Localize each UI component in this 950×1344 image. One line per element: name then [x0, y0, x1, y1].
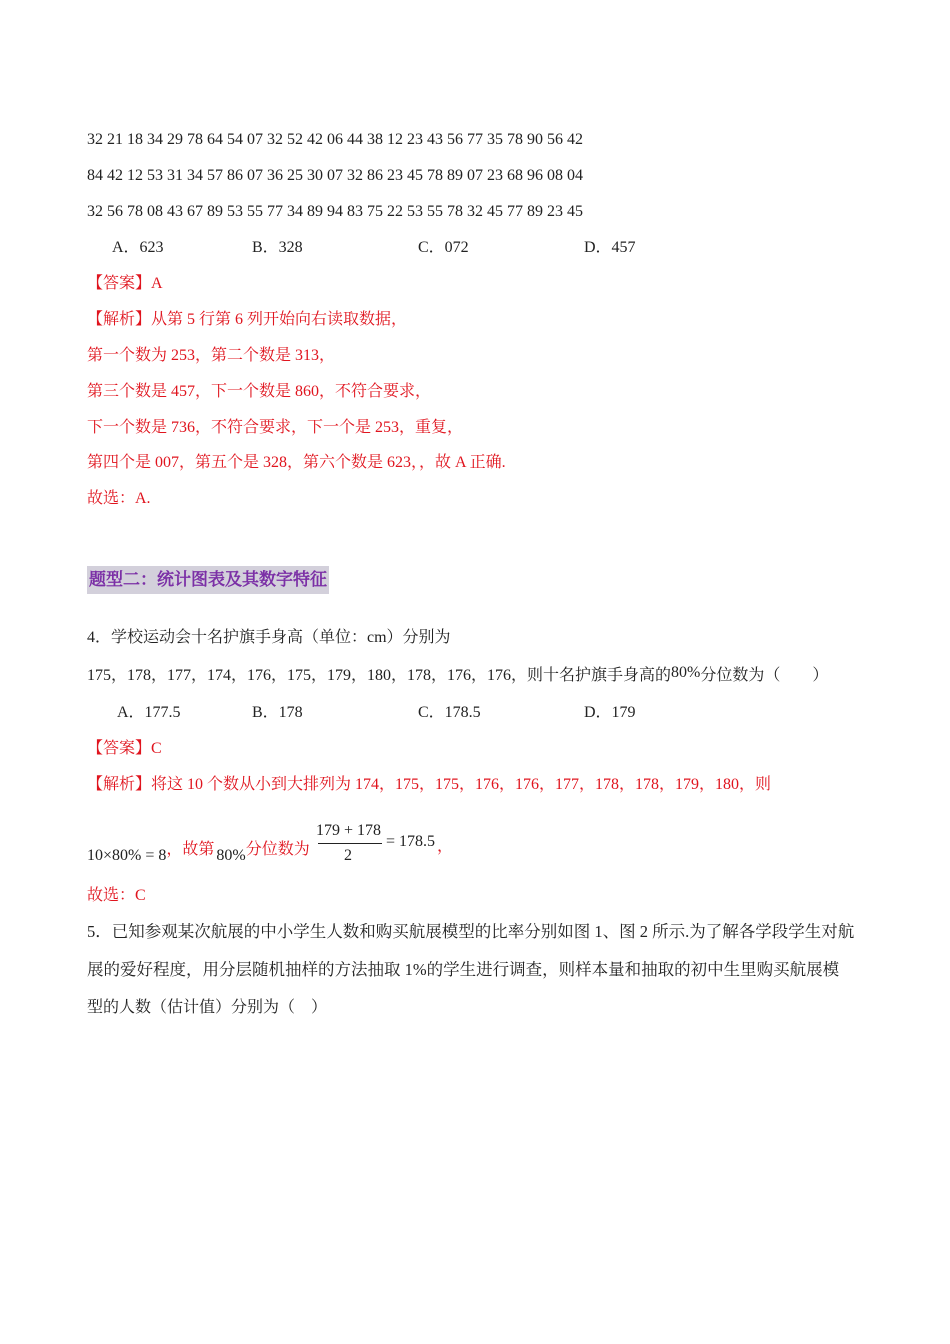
random-table-row-2: 84 42 12 53 31 34 57 86 07 36 25 30 07 32 86 23 45 78 89 07 23 68 96 08 04 — [87, 167, 583, 184]
q4-calc-text-1: ，故第 — [166, 841, 215, 858]
q5-stem-line-1: 5．已知参观某次航展的中小学生人数和购买航展模型的比率分别如图 1、图 2 所示.为了解各学段学生对航 — [87, 922, 855, 941]
q4-stem-line-1: 4．学校运动会十名护旗手身高（单位：cm）分别为 — [87, 629, 451, 646]
q4-calculation — [87, 841, 310, 866]
q4-percentile-math: 80% — [671, 664, 701, 681]
q4-calc-text-3: ， — [437, 838, 454, 855]
q3-answer: 【答案】A — [87, 275, 163, 292]
q4-heights-list: 175，178，177，174，176，175，179，180，178，176，176，则十名护旗手身高的 — [87, 667, 672, 684]
q4-stem-end: 分位数为（ ） — [700, 667, 829, 684]
q5-stem-line-3: 型的人数（估计值）分别为（ ） — [87, 999, 328, 1016]
q3-analysis-line-2: 第一个数为 253，第二个数是 313， — [87, 347, 336, 364]
q4-stem-line-2 — [87, 666, 828, 686]
q4-fraction-bar — [318, 843, 382, 844]
q4-option-c: C．178.5 — [418, 704, 481, 721]
random-table-row-3: 32 56 78 08 43 67 89 53 55 77 34 89 94 83 75 22 53 55 78 32 45 77 89 23 45 — [87, 203, 583, 220]
q3-analysis-line-5: 第四个是 007，第五个是 328，第六个数是 623，，故 A 正确. — [87, 454, 506, 471]
q3-analysis-line-3: 第三个数是 457，下一个数是 860，不符合要求， — [87, 383, 432, 400]
q3-option-d: D．457 — [584, 239, 636, 256]
random-table-row-1: 32 21 18 34 29 78 64 54 07 32 52 42 06 44 38 12 23 43 56 77 35 78 90 56 42 — [87, 131, 583, 148]
q4-fraction-numerator: 179 + 178 — [316, 822, 382, 839]
section-heading: 题型二：统计图表及其数字特征 — [87, 566, 329, 594]
q4-option-d: D．179 — [584, 704, 636, 721]
q3-analysis-line-4: 下一个数是 736，不符合要求，下一个是 253，重复， — [87, 419, 464, 436]
q4-calc-percentile: 80% — [216, 847, 246, 864]
q4-analysis-line-1: 【解析】将这 10 个数从小到大排列为 174，175，175，176，176，177，178，178，179，180，则 — [87, 776, 772, 793]
q4-option-a: A．177.5 — [117, 704, 181, 721]
q4-answer: 【答案】C — [87, 740, 162, 757]
q3-option-b: B．328 — [252, 239, 303, 256]
q3-analysis-line-1: 【解析】从第 5 行第 6 列开始向右读取数据， — [87, 311, 408, 328]
q4-calc-product: 10×80% = 8 — [87, 847, 167, 864]
q4-conclusion: 故选：C — [87, 887, 146, 904]
q3-option-a: A．623 — [112, 239, 164, 256]
q4-fraction-denominator: 2 — [344, 847, 352, 864]
q3-conclusion: 故选：A. — [87, 490, 151, 507]
q4-fraction-result: = 178.5 — [386, 833, 436, 850]
q4-option-b: B．178 — [252, 704, 303, 721]
q5-stem-line-2: 展的爱好程度，用分层随机抽样的方法抽取 1%的学生进行调查，则样本量和抽取的初中生里购买航展模 — [87, 960, 840, 979]
q4-calc-text-2: 分位数为 — [245, 841, 310, 858]
q3-option-c: C．072 — [418, 239, 469, 256]
